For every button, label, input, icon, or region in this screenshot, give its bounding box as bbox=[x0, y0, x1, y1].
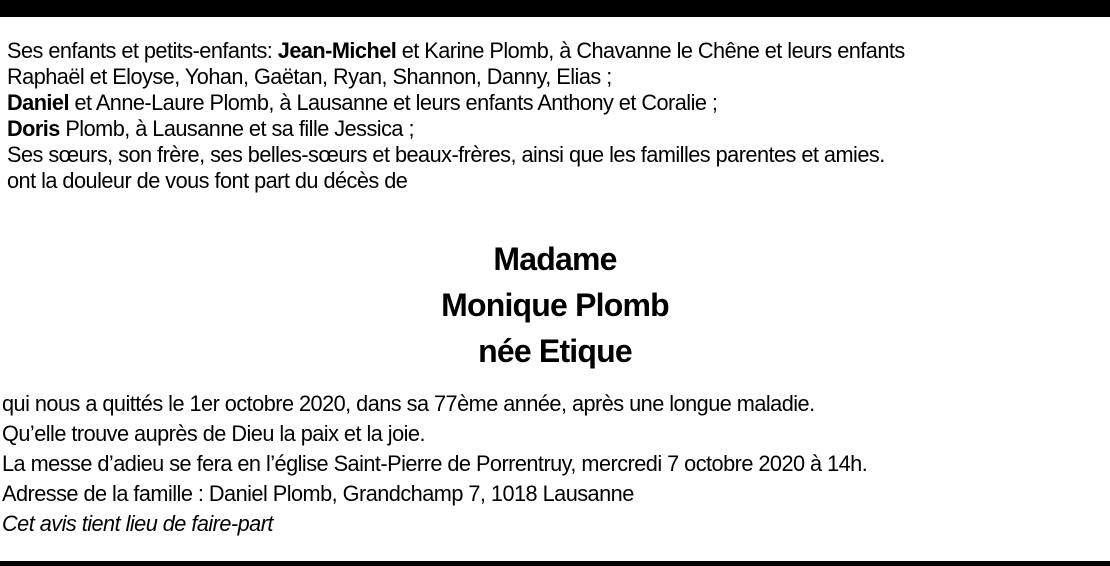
deceased-title: Madame bbox=[493, 241, 617, 277]
family-line-3-rest: et Anne-Laure Plomb, à Lausanne et leurs enfants Anthony et Coralie ; bbox=[68, 90, 718, 115]
mass-details-line: La messe d’adieu se fera en l’église Saint-Pierre de Porrentruy, mercredi 7 octobre 2020 à 14h. bbox=[2, 451, 868, 476]
blessing-line: Qu’elle trouve auprès de Dieu la paix et la joie. bbox=[2, 421, 425, 446]
notice-footer: Cet avis tient lieu de faire-part bbox=[2, 511, 273, 536]
family-line-1 bbox=[7, 38, 1067, 64]
family-line-2: Raphaël et Eloyse, Yohan, Gaëtan, Ryan, Shannon, Danny, Elias ; bbox=[7, 64, 612, 89]
family-line-5: Ses sœurs, son frère, ses belles-sœurs et beaux-frères, ainsi que les familles parentes et amies. bbox=[7, 142, 885, 167]
child-name-doris: Doris bbox=[7, 116, 60, 141]
bottom-border-rule bbox=[0, 561, 1110, 566]
family-line-1-rest: et Karine Plomb, à Chavanne le Chêne et leurs enfants bbox=[396, 38, 905, 63]
child-name-jean-michel: Jean-Michel bbox=[277, 38, 397, 63]
death-date-line: qui nous a quittés le 1er octobre 2020, dans sa 77ème année, après une longue maladie. bbox=[2, 391, 815, 416]
deceased-name: Monique Plomb bbox=[441, 287, 669, 323]
family-intro-text: Ses enfants et petits-enfants: bbox=[7, 38, 278, 63]
funeral-details bbox=[2, 389, 1064, 539]
child-name-daniel: Daniel bbox=[7, 90, 69, 115]
top-border-rule bbox=[0, 0, 1110, 17]
family-address-line: Adresse de la famille : Daniel Plomb, Grandchamp 7, 1018 Lausanne bbox=[2, 481, 634, 506]
family-line-4 bbox=[7, 116, 1067, 142]
deceased-maiden-name: née Etique bbox=[478, 333, 632, 369]
family-announcement bbox=[7, 38, 1067, 194]
deceased-name-block bbox=[0, 236, 1110, 374]
family-line-4-rest: Plomb, à Lausanne et sa fille Jessica ; bbox=[59, 116, 414, 141]
family-line-6: ont la douleur de vous font part du décès de bbox=[7, 168, 408, 193]
family-line-3 bbox=[7, 90, 1067, 116]
